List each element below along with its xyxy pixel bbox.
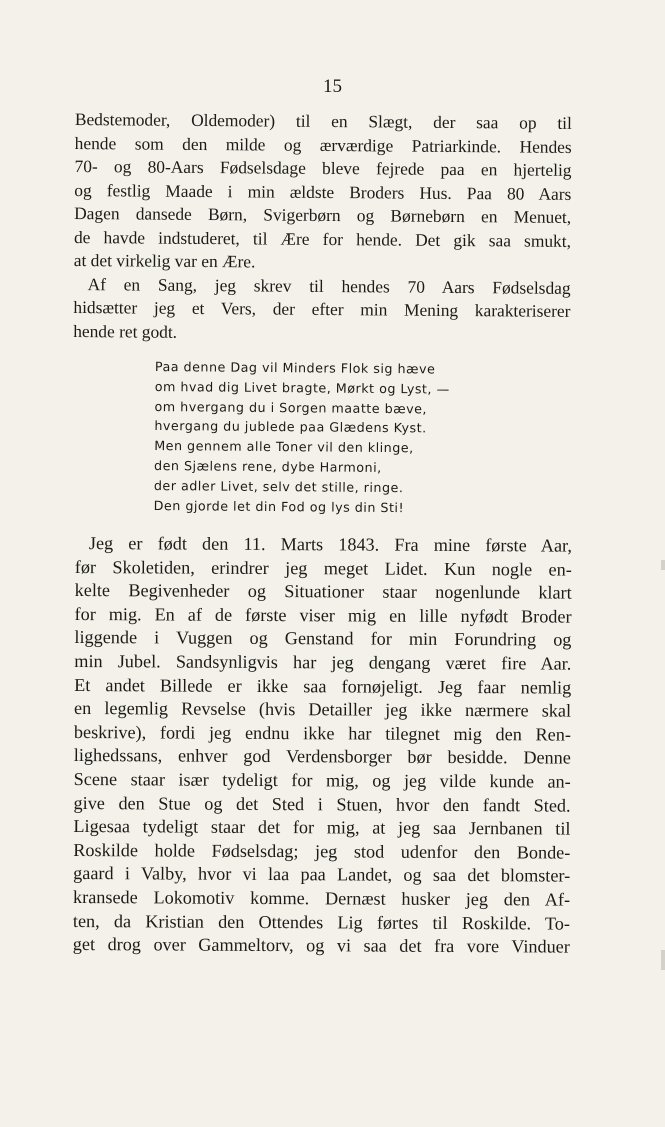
text-line: før Skoletiden, erindrer jeg meget Lidet. Kun nogle en-: [74, 556, 572, 580]
text-line: beskrive), fordi jeg endnu ikke har tilegnet mig den Ren-: [73, 721, 571, 745]
text-line: lighedssans, enhver god Verdensborger bør besidde. Denne: [73, 745, 571, 768]
text-line: Af en Sang, jeg skrev til hendes 70 Aars Fødselsdag: [87, 273, 571, 298]
text-line: at det virkelig var en Ære.: [73, 249, 256, 272]
paragraph: [73, 532, 572, 959]
verse-block: [154, 357, 515, 519]
text-line: Ligesaa tydeligt staar det for mig, at jeg saa Jernbanen til: [73, 816, 571, 839]
text-line: liggende i Vuggen og Genstand for min Forundring og: [74, 627, 572, 650]
text-line: Et andet Billede er ikke saa fornøjeligt. Jeg faar nemlig: [74, 674, 572, 698]
text-line: hidsætter jeg et Vers, der efter min Mening karakteriserer: [73, 296, 571, 321]
text-line: hende ret godt.: [73, 320, 178, 342]
text-line: Roskilde holde Fødselsdag; jeg stod udenfor den Bonde-: [73, 839, 571, 863]
text-line: Scene staar især tydeligt for mig, og jeg vilde kunde an-: [73, 768, 571, 792]
paragraph: [73, 272, 571, 346]
verse-line: Den gjorde let din Fod og lys din Sti!: [153, 497, 405, 515]
text-line: ten, da Kristian den Ottendes Lig førtes til Roskilde. To-: [72, 910, 571, 934]
paragraph: [74, 108, 572, 276]
text-block-upper: [73, 108, 572, 347]
text-line: get drog over Gammeltorv, og vi saa det fra vore Vinduer: [72, 934, 570, 957]
text-line: gaard i Valby, hvor vi laa paa Landet, og saa det blomster-: [73, 863, 571, 886]
text-line: og festlig Maade i min ældste Broders Hus. Paa 80 Aars: [74, 179, 572, 204]
text-block-lower: [73, 532, 572, 959]
text-line: for mig. En af de første viser mig en lille nyfødt Broder: [74, 603, 572, 627]
verse-line: der adler Livet, selv det stille, ringe.: [153, 477, 404, 495]
scan-edge-mark: [661, 950, 665, 970]
verse-line: hvergang du jublede paa Glædens Kyst.: [154, 418, 427, 436]
text-line: give den Stue og det Sted i Stuen, hvor den fandt Sted.: [73, 792, 571, 816]
page-number: 15: [323, 76, 342, 97]
verse-line: Men gennem alle Toner vil den klinge,: [154, 438, 414, 456]
text-line: Jeg er født den 11. Marts 1843. Fra mine første Aar,: [88, 533, 572, 556]
text-line: 70- og 80-Aars Fødselsdage bleve fejrede paa en hjertelig: [74, 155, 572, 180]
text-line: kelte Begivenheder og Situationer staar nogenlunde klart: [74, 580, 572, 603]
text-line: min Jubel. Sandsynligvis har jeg dengang været fire Aar.: [74, 650, 572, 674]
text-line: hende som den milde og ærværdige Patriarkinde. Hendes: [74, 132, 572, 157]
text-line: Bedstemoder, Oldemoder) til en Slægt, der saa op til: [74, 108, 572, 133]
text-line: de havde indstuderet, til Ære for hende. Det gik saa smukt,: [73, 226, 572, 251]
scan-edge-mark: [661, 560, 665, 570]
text-line: kransede Lokomotiv komme. Dernæst husker jeg den Af-: [73, 886, 571, 910]
verse-line: Paa denne Dag vil Minders Flok sig hæve: [154, 358, 436, 377]
verse-line: om hvergang du i Sorgen maatte bæve,: [154, 398, 428, 416]
text-line: en legemlig Revselse (hvis Detailler jeg ikke nærmere skal: [74, 698, 572, 721]
verse-line: den Sjælens rene, dybe Harmoni,: [153, 457, 382, 475]
verse-line: om hvad dig Livet bragte, Mørkt og Lyst, —: [154, 378, 450, 397]
text-line: Dagen dansede Børn, Svigerbørn og Børnebørn en Menuet,: [74, 202, 572, 227]
